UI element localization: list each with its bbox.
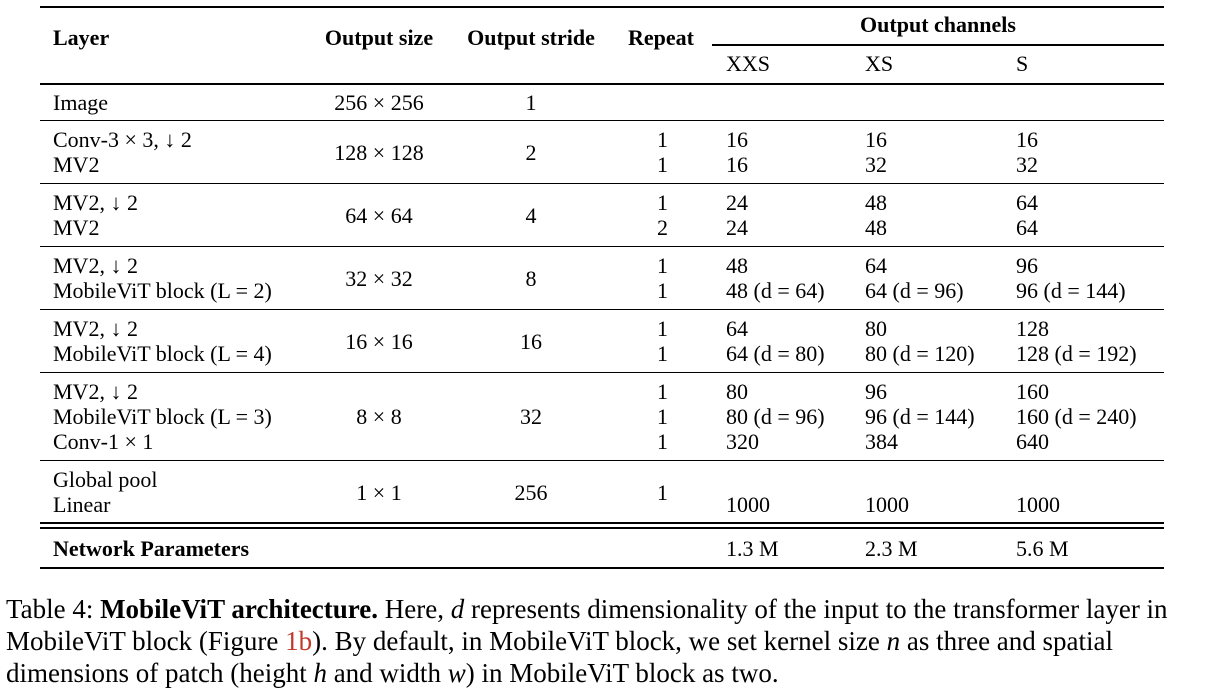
row-output-size: 8 × 8 <box>356 404 402 429</box>
header-xxs: XXS <box>726 51 771 76</box>
row-separator <box>40 309 1164 310</box>
row-channels-s: 160 <box>1016 379 1049 404</box>
caption-text-5: and width <box>326 658 448 688</box>
row-separator <box>40 372 1164 373</box>
row-output-size: 1 × 1 <box>356 479 402 505</box>
top-rule <box>40 6 1164 8</box>
row-output-size: 128 × 128 <box>334 139 424 165</box>
row-repeat: 1 <box>657 316 668 341</box>
row-channels-s: 160 (d = 240) <box>1016 404 1137 429</box>
footer-xxs: 1.3 M <box>726 536 779 561</box>
caption-title: MobileViT architecture. <box>100 594 379 624</box>
row-output-size: 256 × 256 <box>334 90 424 115</box>
row-layer: MV2 <box>53 215 100 240</box>
row-channels-xs: 80 (d = 120) <box>865 341 975 366</box>
caption-text-6: ) in MobileViT block as two. <box>465 658 779 688</box>
bottom-rule <box>40 567 1164 569</box>
row-channels-s: 128 (d = 192) <box>1016 341 1137 366</box>
figure-reference-link[interactable]: 1b <box>285 626 313 656</box>
row-layer: MobileViT block (L = 2) <box>53 278 272 303</box>
row-repeat: 1 <box>657 479 668 505</box>
header-output-stride: Output stride <box>467 25 595 50</box>
row-separator <box>40 460 1164 461</box>
row-output-stride: 1 <box>525 90 537 115</box>
row-channels-s: 128 <box>1016 316 1049 341</box>
caption-text-3: ). By default, in MobileViT block, we set kernel size <box>312 626 887 656</box>
row-layer: Linear <box>53 492 111 517</box>
row-layer: Conv-1 × 1 <box>53 429 154 454</box>
row-channels-xs: 48 <box>865 190 887 215</box>
footer-rule-top <box>40 522 1164 524</box>
row-layer: MV2, ↓ 2 <box>53 253 138 278</box>
row-channels-xxs: 1000 <box>726 492 770 517</box>
footer-label: Network Parameters <box>53 536 250 561</box>
row-layer: MV2, ↓ 2 <box>53 316 138 341</box>
row-layer: MobileViT block (L = 4) <box>53 341 272 366</box>
header-output-size: Output size <box>324 25 434 50</box>
table-caption <box>6 593 1201 689</box>
row-layer: MobileViT block (L = 3) <box>53 404 272 429</box>
row-channels-xxs: 16 <box>726 127 748 152</box>
channels-rule <box>712 44 1164 46</box>
row-channels-s: 640 <box>1016 429 1049 454</box>
header-repeat: Repeat <box>628 25 694 50</box>
row-separator <box>40 183 1164 184</box>
row-channels-s: 16 <box>1016 127 1038 152</box>
row-repeat: 1 <box>657 404 668 429</box>
row-channels-xxs: 64 (d = 80) <box>726 341 825 366</box>
caption-var-w: w <box>447 658 466 688</box>
row-output-size: 16 × 16 <box>345 328 413 354</box>
row-repeat: 1 <box>657 278 668 303</box>
caption-label: Table 4: <box>6 594 94 624</box>
row-channels-xs: 64 (d = 96) <box>865 278 964 303</box>
row-channels-xxs: 80 <box>726 379 748 404</box>
row-output-stride: 256 <box>514 479 548 505</box>
row-separator <box>40 120 1164 121</box>
row-channels-s: 64 <box>1016 190 1038 215</box>
row-repeat: 1 <box>657 379 668 404</box>
header-xs: XS <box>865 51 894 76</box>
row-repeat: 2 <box>657 215 668 240</box>
row-channels-xs: 384 <box>865 429 898 454</box>
row-layer: MV2, ↓ 2 <box>53 190 138 215</box>
row-repeat: 1 <box>657 127 668 152</box>
row-layer: Global pool <box>53 467 158 492</box>
footer-s: 5.6 M <box>1016 536 1069 561</box>
row-channels-xs: 48 <box>865 215 887 240</box>
row-repeat: 1 <box>657 253 668 278</box>
row-channels-s: 32 <box>1016 152 1038 177</box>
row-channels-xxs: 48 <box>726 253 748 278</box>
row-channels-xxs: 24 <box>726 215 748 240</box>
row-channels-s: 96 (d = 144) <box>1016 278 1126 303</box>
row-repeat: 1 <box>657 429 668 454</box>
row-layer: MV2, ↓ 2 <box>53 379 138 404</box>
row-channels-xs: 80 <box>865 316 887 341</box>
footer-xs: 2.3 M <box>865 536 918 561</box>
caption-var-n: n <box>886 626 901 656</box>
row-channels-s: 96 <box>1016 253 1038 278</box>
row-layer: MV2 <box>53 152 100 177</box>
row-channels-xs: 96 (d = 144) <box>865 404 975 429</box>
row-channels-xs: 1000 <box>865 492 909 517</box>
row-output-stride: 32 <box>520 404 542 429</box>
header-s: S <box>1016 51 1029 76</box>
row-output-stride: 8 <box>525 265 537 291</box>
row-layer: Conv-3 × 3, ↓ 2 <box>53 127 192 152</box>
row-channels-xs: 16 <box>865 127 887 152</box>
row-channels-s: 64 <box>1016 215 1038 240</box>
caption-var-d: d <box>450 594 465 624</box>
header-output-channels: Output channels <box>860 12 1016 37</box>
row-channels-xxs: 80 (d = 96) <box>726 404 825 429</box>
row-output-stride: 4 <box>525 202 537 228</box>
row-output-stride: 2 <box>525 139 537 165</box>
caption-var-h: h <box>313 658 327 688</box>
row-repeat: 1 <box>657 152 668 177</box>
caption-text-2: represents dimensionality of the input to the transformer layer in MobileViT block (Figure <box>6 594 1168 656</box>
row-channels-xs: 96 <box>865 379 887 404</box>
row-channels-xs: 64 <box>865 253 887 278</box>
row-channels-xxs: 64 <box>726 316 748 341</box>
row-repeat: 1 <box>657 190 668 215</box>
row-channels-xxs: 320 <box>726 429 759 454</box>
row-channels-xs: 32 <box>865 152 887 177</box>
row-channels-xxs: 24 <box>726 190 748 215</box>
row-channels-xxs: 16 <box>726 152 748 177</box>
header-layer: Layer <box>53 25 110 50</box>
row-output-size: 32 × 32 <box>345 265 413 291</box>
caption-text-4: as three and spatial dimensions of patch (height <box>6 626 1114 688</box>
row-layer: Image <box>53 90 108 115</box>
footer-rule-bottom <box>40 527 1164 529</box>
header-rule <box>40 83 1164 85</box>
row-output-stride: 16 <box>520 328 542 354</box>
row-repeat: 1 <box>657 341 668 366</box>
row-output-size: 64 × 64 <box>345 202 413 228</box>
caption-text-1: Here, <box>378 594 451 624</box>
row-channels-s: 1000 <box>1016 492 1060 517</box>
row-channels-xxs: 48 (d = 64) <box>726 278 825 303</box>
row-separator <box>40 246 1164 247</box>
